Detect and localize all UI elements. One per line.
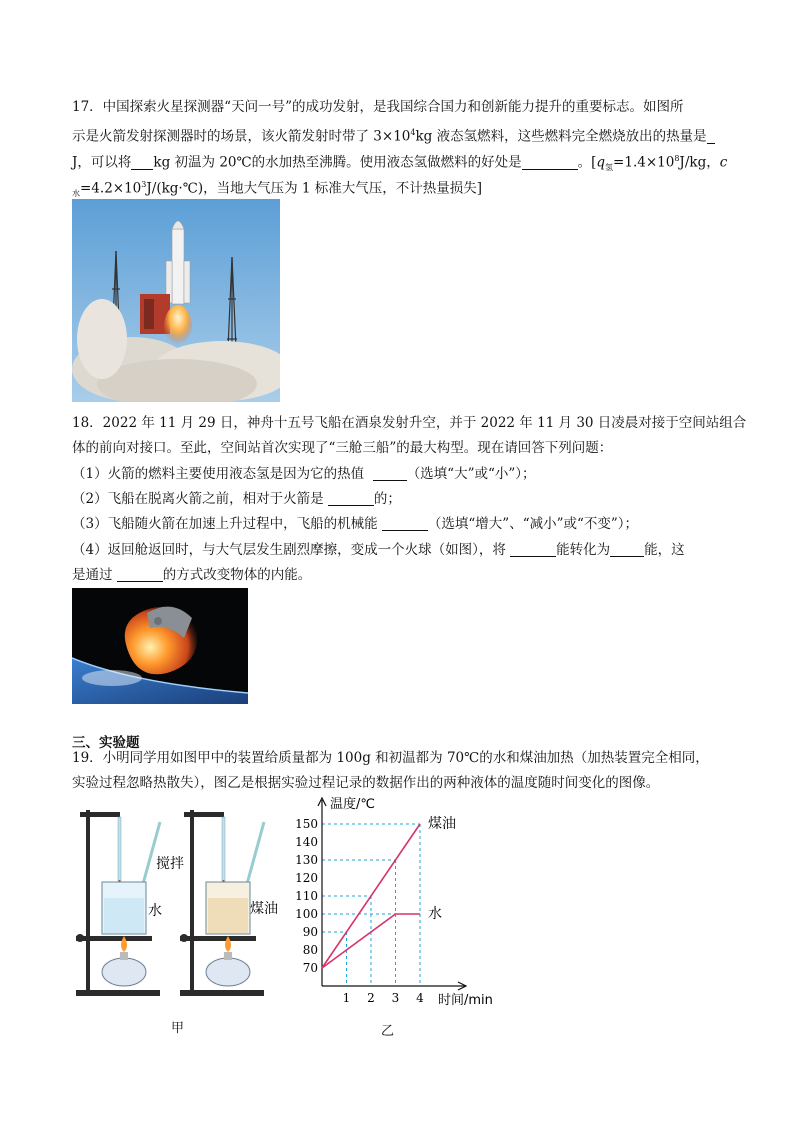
q17-line3-sup: 8 <box>674 154 680 163</box>
y-tick-label-120: 120 <box>295 871 318 885</box>
q17-q-sub: 氢 <box>605 163 614 173</box>
q18-sub2-text-b: 的； <box>373 491 401 507</box>
y-tick-label-70: 70 <box>302 961 318 975</box>
q19-line2: 实验过程忽略热散失），图乙是根据实验过程记录的数据作出的两种液体的温度随时间变化的图像。 <box>72 775 660 791</box>
q17-line2-text-a: 示是火箭发射探测器时的场景，该火箭发射时带了 3×10 <box>72 128 411 145</box>
q18-sub3-text-a: （3）飞船随火箭在加速上升过程中，飞船的机械能 <box>72 516 378 532</box>
q18-line2: 体的前向对接口。至此，空间站首次实现了“三舱三船”的最大构型。现在请回答下列问题： <box>72 440 613 456</box>
q17-line4-text-b: J/(kg·℃)，当地大气压为 1 标准大气压，不计热量损失] <box>146 180 483 197</box>
y-tick-label-140: 140 <box>295 835 318 849</box>
q17-line3-text-d: =1.4×10 <box>613 154 675 171</box>
q17-blank-advantage[interactable] <box>522 155 578 170</box>
q17-line3-text-c: 。[ <box>577 154 597 171</box>
q18-blank-3[interactable] <box>382 516 428 531</box>
q17-blank-mass[interactable] <box>131 155 153 170</box>
x-tick-label-3: 3 <box>391 991 400 1005</box>
x-tick-label-1: 1 <box>342 991 351 1005</box>
q18-blank-6[interactable] <box>117 567 163 582</box>
temperature-time-chart <box>290 790 520 1010</box>
q17-line1: 17．中国探索火星探测器“天问一号”的成功发射，是我国综合国力和创新能力提升的重要标志。如图所 <box>72 99 684 115</box>
q17-c-symbol: c <box>719 154 728 171</box>
q19-line1: 19．小明同学用如图甲中的装置给质量都为 100g 和初温都为 70℃的水和煤油加热（加热装置完全相同， <box>72 750 709 766</box>
q18-sub4-line2-text-b: 的方式改变物体的内能。 <box>162 567 312 583</box>
chart-guides <box>322 824 420 986</box>
x-tick-label-4: 4 <box>416 991 424 1005</box>
q17-line2-text-b: kg 液态氢燃料，这些燃料完全燃烧放出的热量是 <box>415 128 707 145</box>
q17-line2 <box>72 124 715 146</box>
series-label-1: 水 <box>428 906 442 922</box>
q17-line3-text-a: J，可以将 <box>72 154 132 171</box>
q17-line3-text-b: kg 初温为 20℃的水加热至沸腾。使用液态氢做燃料的好处是 <box>153 154 522 171</box>
label-water: 水 <box>148 903 162 919</box>
q18-sub4-text-b: 能转化为 <box>556 542 611 558</box>
q17-c-sub: 水 <box>72 189 80 199</box>
q18-sub1-text-b: （选填“大”或“小”）； <box>406 466 536 482</box>
q18-blank-2[interactable] <box>328 491 374 506</box>
q18-sub1-text-a: （1）火箭的燃料主要使用液态氢是因为它的热值 <box>72 466 365 482</box>
q18-sub4-line2-text-a: 是通过 <box>72 567 113 583</box>
x-axis-label: 时间/min <box>438 993 493 1008</box>
y-tick-label-100: 100 <box>295 907 318 921</box>
q17-line3 <box>72 150 727 177</box>
q17-line4-text-a: =4.2×10 <box>80 180 142 197</box>
caption-yi: 乙 <box>381 1024 395 1039</box>
q18-blank-1[interactable] <box>373 466 407 481</box>
q18-sub3-text-b: （选填“增大”、“减小”或“不变”）； <box>427 516 639 532</box>
q18-line1: 18．2022 年 11 月 29 日，神舟十五号飞船在酒泉发射升空，并于 2022 年 11 月 30 日凌晨对接于空间站组合 <box>72 415 747 431</box>
q18-sub3 <box>72 515 638 533</box>
y-tick-label-130: 130 <box>295 853 318 867</box>
section-title: 三、实验题 <box>72 735 140 751</box>
chart-labels <box>330 796 493 1008</box>
q18-blank-5[interactable] <box>610 542 644 557</box>
apparatus-figure <box>72 800 304 1000</box>
label-oil: 煤油 <box>250 901 278 917</box>
y-axis-label: 温度/℃ <box>330 797 375 812</box>
q18-sub2-text-a: （2）飞船在脱离火箭之前，相对于火箭是 <box>72 491 324 507</box>
series-label-0: 煤油 <box>428 816 456 832</box>
q17-blank-heat[interactable] <box>707 129 715 144</box>
q18-sub4-text-a: （4）返回舱返回时，与大气层发生剧烈摩擦，变成一个火球（如图），将 <box>72 542 506 558</box>
alcohol-lamp-right <box>206 958 250 986</box>
y-tick-label-80: 80 <box>302 943 318 957</box>
alcohol-lamp-left <box>102 958 146 986</box>
q18-sub4-line2 <box>72 566 311 584</box>
label-stir: 搅拌 <box>156 856 184 872</box>
reentry-capsule-photo <box>72 588 248 704</box>
caption-jia: 甲 <box>171 1021 185 1036</box>
q18-sub1 <box>72 465 536 483</box>
q17-q-symbol: q <box>596 154 606 171</box>
x-tick-label-2: 2 <box>367 991 375 1005</box>
y-tick-label-110: 110 <box>295 889 318 903</box>
rocket-flame <box>164 305 192 349</box>
q18-blank-4[interactable] <box>510 542 556 557</box>
q17-line2-sup: 4 <box>410 128 416 137</box>
q18-sub2 <box>72 490 401 508</box>
q17-line4-sup: 3 <box>141 180 147 189</box>
y-tick-label-150: 150 <box>295 817 318 831</box>
q17-line3-text-e: J/kg， <box>679 154 720 171</box>
q18-sub4-text-c: 能，这 <box>644 542 685 558</box>
y-tick-label-90: 90 <box>302 925 318 939</box>
q18-sub4 <box>72 541 685 559</box>
rocket-launch-photo <box>72 199 280 402</box>
